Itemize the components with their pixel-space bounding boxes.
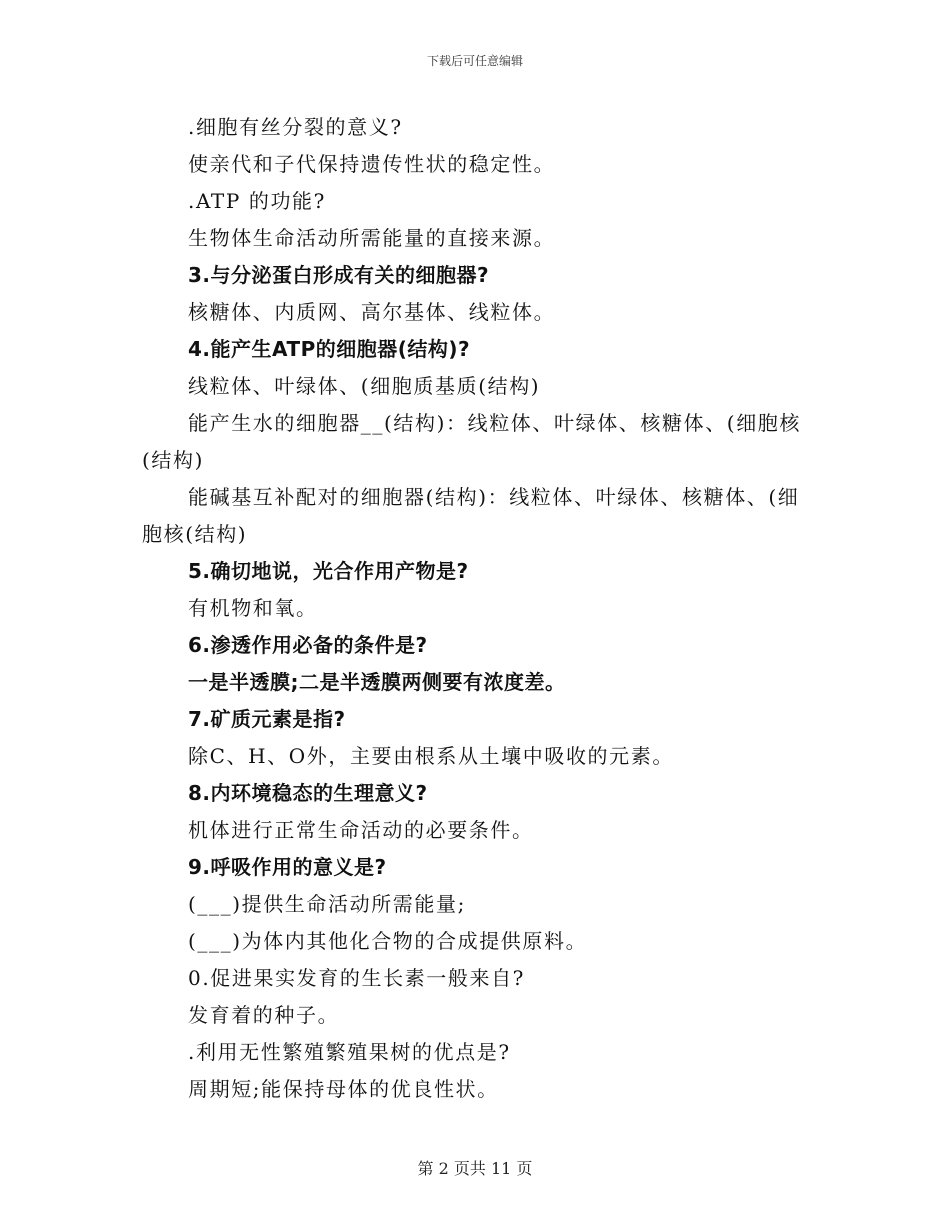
answer-line: 有机物和氧。: [188, 596, 318, 620]
answer-line: (___)为体内其他化合物的合成提供原料。: [188, 929, 588, 953]
question-line: .ATP 的功能?: [188, 189, 326, 213]
answer-line: 使亲代和子代保持遗传性状的稳定性。: [188, 152, 556, 176]
page-footer: 第 2 页共 11 页: [417, 1159, 533, 1178]
question-line: 6.渗透作用必备的条件是?: [188, 633, 428, 657]
question-line: 9.呼吸作用的意义是?: [188, 855, 387, 879]
answer-line: (___)提供生命活动所需能量;: [188, 892, 466, 916]
answer-line: 周期短;能保持母体的优良性状。: [188, 1077, 499, 1101]
answer-line-continuation: (结构): [142, 448, 205, 472]
page-header: 下载后可任意编辑: [426, 54, 523, 68]
answer-line-continuation: 胞核(结构): [142, 522, 248, 546]
answer-line: 一是半透膜;二是半透膜两侧要有浓度差。: [188, 670, 566, 694]
answer-line: 线粒体、叶绿体、(细胞质基质(结构): [188, 374, 541, 398]
answer-line: 能产生水的细胞器__(结构)：线粒体、叶绿体、核糖体、(细胞核: [188, 411, 802, 435]
answer-line: 发育着的种子。: [188, 1003, 340, 1027]
question-line: .利用无性繁殖繁殖果树的优点是?: [188, 1040, 511, 1064]
question-line: 4.能产生ATP的细胞器(结构)?: [188, 337, 471, 361]
answer-line: 生物体生命活动所需能量的直接来源。: [188, 226, 556, 250]
question-line: 3.与分泌蛋白形成有关的细胞器?: [188, 263, 490, 287]
answer-line: 核糖体、内质网、高尔基体、线粒体。: [188, 300, 556, 324]
question-line: 8.内环境稳态的生理意义?: [188, 781, 428, 805]
answer-line: 除C、H、O外，主要由根系从土壤中吸收的元素。: [188, 744, 674, 768]
question-line: .细胞有丝分裂的意义?: [188, 115, 403, 139]
question-line: 7.矿质元素是指?: [188, 707, 346, 731]
question-line: 5.确切地说，光合作用产物是?: [188, 559, 469, 583]
answer-line: 机体进行正常生命活动的必要条件。: [188, 818, 534, 842]
answer-line: 能碱基互补配对的细胞器(结构)：线粒体、叶绿体、核糖体、(细: [188, 485, 800, 509]
question-line: 0.促进果实发育的生长素一般来自?: [188, 966, 526, 990]
